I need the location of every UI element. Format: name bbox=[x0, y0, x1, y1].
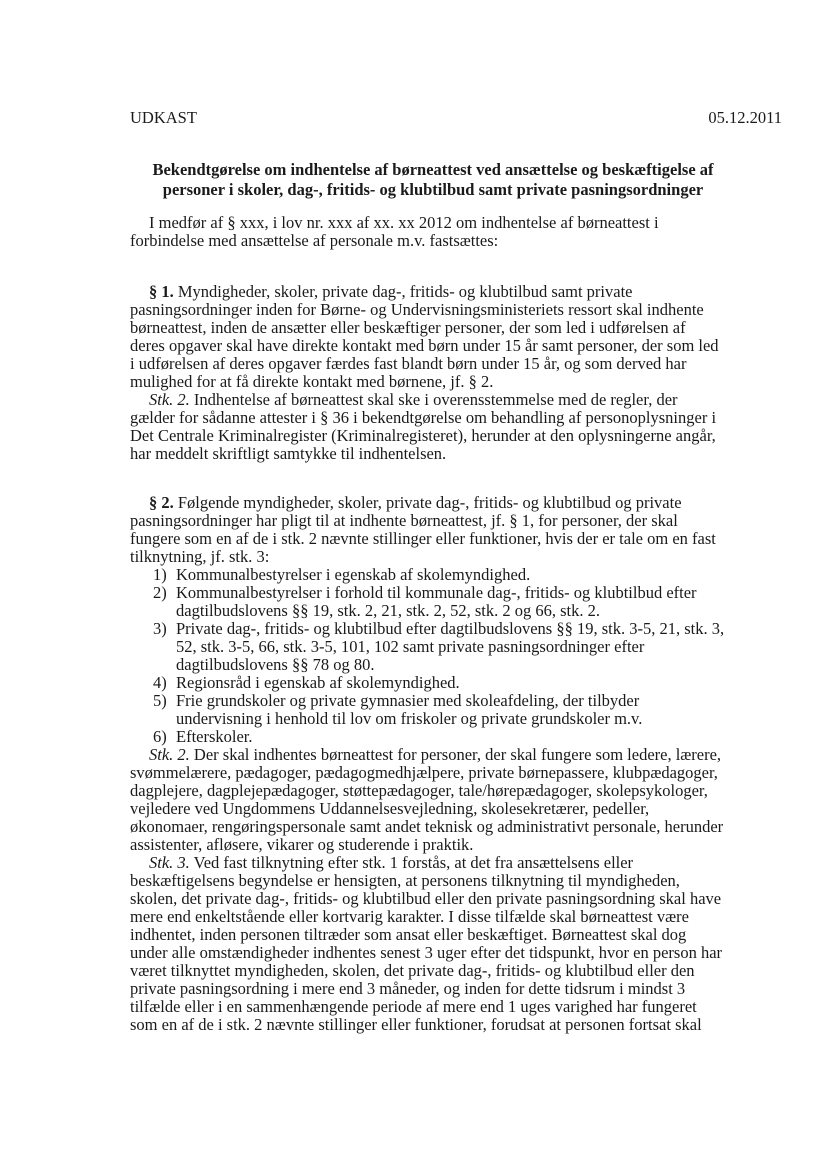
list-item-text: Frie grundskoler og private gymnasier med skoleafdeling, der tilbyder bbox=[176, 691, 640, 710]
list-item bbox=[130, 656, 736, 674]
list-item-text: Regionsråd i egenskab af skolemyndighed. bbox=[176, 673, 460, 692]
list-item-text: 52, stk. 3-5, 66, stk. 3-5, 101, 102 samt private pasningsordninger efter bbox=[176, 637, 645, 656]
list-item bbox=[130, 674, 736, 692]
preamble-line: forbindelse med ansættelse af personale m.v. fastsættes: bbox=[130, 231, 499, 250]
section-1-mark: § 1. bbox=[149, 282, 174, 301]
section-2-mark: § 2. bbox=[149, 493, 174, 512]
section-1-stk2-line: har meddelt skriftligt samtykke til indhentelsen. bbox=[130, 444, 447, 463]
list-item-number: 1) bbox=[153, 565, 167, 584]
section-1-first-line bbox=[130, 283, 736, 301]
list-item bbox=[130, 584, 736, 602]
list-item bbox=[130, 710, 736, 728]
section-2-stk3-line: som en af de i stk. 2 nævnte stillinger eller funktioner, forudsat at personen fortsat skal bbox=[130, 1015, 702, 1034]
section-1-line: børneattest, inden de ansætter eller beskæftiger personer, der som led i udførelsen af bbox=[130, 318, 686, 337]
list-item-text: dagtilbudslovens §§ 78 og 80. bbox=[176, 655, 375, 674]
section-2-stk3-mark: Stk. 3. bbox=[149, 853, 190, 872]
section-2-stk2-line: assistenter, afløsere, vikarer og studerende i praktik. bbox=[130, 835, 474, 854]
list-item-text: dagtilbudslovens §§ 19, stk. 2, 21, stk. 2, 52, stk. 2 og 66, stk. 2. bbox=[176, 601, 600, 620]
section-2-stk3-line: private pasningsordning i mere end 3 måneder, og inden for dette tidsrum i mindst 3 bbox=[130, 979, 686, 998]
section-2-stk3-line: skolen, det private dag-, fritids- og klubtilbud eller den private pasningsordning skal have bbox=[130, 889, 722, 908]
section-2-first-line bbox=[130, 494, 736, 512]
list-item-number: 5) bbox=[153, 691, 167, 710]
section-1-line: mulighed for at få direkte kontakt med børnene, jf. § 2. bbox=[130, 372, 494, 391]
section-2-line: fungere som en af de i stk. 2 nævnte stillinger eller funktioner, hvis der er tale om en fast bbox=[130, 529, 716, 548]
list-item-text: Private dag-, fritids- og klubtilbud efter dagtilbudslovens §§ 19, stk. 3-5, 21, stk. 3, bbox=[176, 619, 725, 638]
section-2-stk3-line: beskæftigelsens begyndelse er hensigten, at personens tilknytning til myndigheden, bbox=[130, 871, 680, 890]
draft-label: UDKAST bbox=[130, 108, 197, 127]
section-2-stk3-text: Ved fast tilknytning efter stk. 1 forstås, at det fra ansættelsens eller bbox=[189, 853, 634, 872]
list-item bbox=[130, 566, 736, 584]
section-1-stk2-text: Indhentelse af børneattest skal ske i overensstemmelse med de regler, der bbox=[189, 390, 678, 409]
title-line: Bekendtgørelse om indhentelse af børneattest ved ansættelse og beskæftigelse af bbox=[152, 160, 714, 179]
title-line: personer i skoler, dag-, fritids- og klubtilbud samt private pasningsordninger bbox=[162, 180, 704, 199]
section-2-stk2-first-line bbox=[130, 746, 736, 764]
section-1-stk2-first-line bbox=[130, 391, 736, 409]
list-item-number: 6) bbox=[153, 727, 167, 746]
list-item-number: 3) bbox=[153, 619, 167, 638]
section-1-stk2-mark: Stk. 2. bbox=[149, 390, 190, 409]
section-1-stk2-line: Det Centrale Kriminalregister (Kriminalregisteret), herunder at den oplysningerne angår, bbox=[130, 426, 716, 445]
section-2-stk3-line: tilfælde eller i en sammenhængende periode af mere end 1 uges varighed har fungeret bbox=[130, 997, 697, 1016]
section-2-list bbox=[130, 566, 736, 746]
document-title bbox=[130, 160, 736, 200]
section-1-stk2-line: gælder for sådanne attester i § 36 i bekendtgørelse om behandling af personoplysninger i bbox=[130, 408, 717, 427]
section-2-stk2-line: svømmelærere, pædagoger, pædagogmedhjælpere, private børnepassere, klubpædagoger, bbox=[130, 763, 718, 782]
list-item-text: undervisning i henhold til lov om friskoler og private grundskoler m.v. bbox=[176, 709, 643, 728]
document-date: 05.12.2011 bbox=[708, 108, 782, 127]
section-2-stk3-line: under alle omstændigheder indhentes senest 3 uger efter det tidspunkt, hvor en person har bbox=[130, 943, 723, 962]
section-1-line: pasningsordninger inden for Børne- og Undervisningsministeriets ressort skal indhente bbox=[130, 300, 704, 319]
section-2-text: Følgende myndigheder, skoler, private dag-, fritids- og klubtilbud og private bbox=[173, 493, 682, 512]
preamble-line: I medfør af § xxx, i lov nr. xxx af xx. xx 2012 om indhentelse af børneattest i bbox=[149, 213, 659, 232]
list-item-text: Kommunalbestyrelser i forhold til kommunale dag-, fritids- og klubtilbud efter bbox=[176, 583, 697, 602]
list-item-text: Efterskoler. bbox=[176, 727, 253, 746]
list-item-number: 4) bbox=[153, 673, 167, 692]
section-2-stk2-line: økonomaer, rengøringspersonale samt andet teknisk og administrativt personale, herunder bbox=[130, 817, 724, 836]
section-2-stk3-line: indhentet, inden personen tiltræder som ansat eller beskæftiget. Børneattest skal dog bbox=[130, 925, 687, 944]
document-body bbox=[130, 214, 736, 1034]
section-2-line: pasningsordninger har pligt til at indhente børneattest, jf. § 1, for personer, der skal bbox=[130, 511, 678, 530]
section-2-stk2-text: Der skal indhentes børneattest for personer, der skal fungere som ledere, lærere, bbox=[189, 745, 722, 764]
list-item bbox=[130, 692, 736, 710]
section-1-text: Myndigheder, skoler, private dag-, fritids- og klubtilbud samt private bbox=[173, 282, 633, 301]
list-item bbox=[130, 728, 736, 746]
list-item-number: 2) bbox=[153, 583, 167, 602]
list-item bbox=[130, 620, 736, 638]
section-2-line: tilknytning, jf. stk. 3: bbox=[130, 547, 270, 566]
list-item-text: Kommunalbestyrelser i egenskab af skolemyndighed. bbox=[176, 565, 531, 584]
list-item bbox=[130, 602, 736, 620]
section-1-line: deres opgaver skal have direkte kontakt med børn under 15 år samt personer, der som led bbox=[130, 336, 719, 355]
list-item bbox=[130, 638, 736, 656]
section-2-stk3-line: været tilknyttet myndigheden, skolen, det private dag-, fritids- og klubtilbud eller den bbox=[130, 961, 695, 980]
section-2-stk2-line: dagplejere, dagplejepædagoger, støttepædagoger, tale/hørepædagoger, skolepsykologer, bbox=[130, 781, 708, 800]
section-2-stk3-first-line bbox=[130, 854, 736, 872]
section-1-line: i udførelsen af deres opgaver færdes fast blandt børn under 15 år, og som derved har bbox=[130, 354, 687, 373]
section-2-stk3-line: mere end enkeltstående eller kortvarig karakter. I disse tilfælde skal børneattest være bbox=[130, 907, 689, 926]
section-2-stk2-mark: Stk. 2. bbox=[149, 745, 190, 764]
section-2-stk2-line: vejledere ved Ungdommens Uddannelsesvejledning, skolesekretærer, pedeller, bbox=[130, 799, 650, 818]
